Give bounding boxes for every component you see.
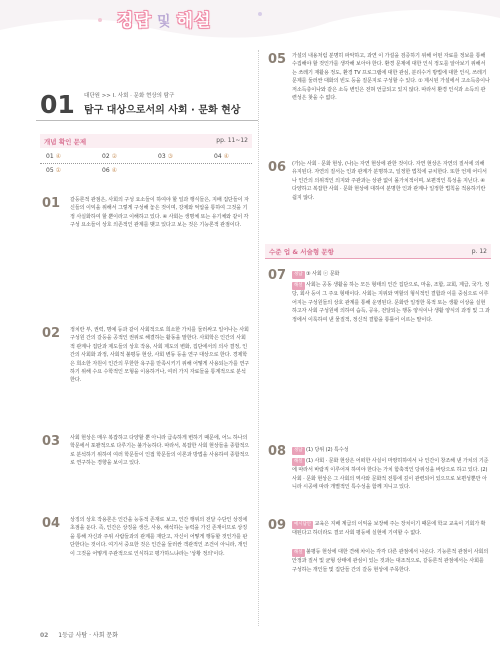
- answer-line: [292, 270, 490, 279]
- answer-text: 교육은 지배 계급의 이익을 보장해 주는 장치이기 때문에 학교 교육이 기회가 확대된다고 하더라도 결코 사회 평등에 실현에 기여할 수 없다.: [292, 521, 486, 537]
- answer-tag: 정답: [292, 271, 305, 279]
- item-text: 갈등론적 관점은, 사회의 구성 요소들이 하여야 할 일과 행식들은, 지배 집단들이 자신들의 이익을 위해서 그렇게 구성해 놓은 것이며, 강제와 억압을 통하여 그것을 기정 사실화하여 할 뿐이라고 이해하고 있다. ④ 사회는 생명체 또는 유기체와 같이 각 구성 요소들이 상호 의존적인 관계를 맺고 있다고 보는 것은 기능론적 관점이다.: [70, 197, 249, 229]
- item-number: 05: [268, 52, 287, 67]
- item-number: 02: [42, 326, 61, 341]
- section2-heading: 수준 업 & 서술형 문항: [269, 248, 334, 256]
- item-number: 03: [42, 434, 61, 449]
- item-number: 06: [268, 160, 287, 175]
- section2-page: p. 12: [471, 248, 487, 255]
- answer-item: 03 ③: [158, 153, 173, 160]
- page-number: 02: [40, 632, 49, 639]
- explanation-text: (1) 사회 · 문화 현상은 어떠한 사실이 마땅히하여서 나 인간이 창조해 낸 가치의 기준에 따라서 바람직 이루어져 하여야 한다는 가치 함축적인 당위성을 바탕으로 하고 있다. (2) 사회 · 문화 현상은 그 사회의 역사와 문화적 전통에 깊이 관련되어 있으므로 보편성뿐만 아니라 시공에 따라 개별적인 특수성을 함께 지니고 있다.: [292, 458, 489, 491]
- footer: [40, 630, 118, 639]
- header-decoration: [0, 0, 500, 46]
- title-part2: 해설: [176, 11, 212, 31]
- answer-tag: 정답: [292, 447, 305, 455]
- header-band: [0, 0, 500, 46]
- explanation: [292, 548, 490, 574]
- item-text: 가설의 내용처럼 분명히 파악하고, 과연 이 가설을 검증하기 위해 어떤 자료를 정보를 통해 수집해야 할 것인가를 생각해 보아야 한다. 환경 문제에 대한 인식 정도를 알아보기 위해서는 쓰레기 재활용 정도, 환경 TV 프로그램에 대한 관심, 분리수거 방법에 대한 인식, 쓰레기 문제를 둘러싼 대화의 빈도 등을 질문지로 구성할 수 있다. ① 제시된 가설에서 고소득층이나 저소득층이나와 같은 소득 변인은 전혀 언급되고 있지 않다. 따라서 환경 인식과 소득의 관련성은 찾을 수 없다.: [292, 53, 490, 102]
- item-number: 01: [42, 196, 61, 211]
- title-part1: 정답: [117, 11, 152, 31]
- answer-item: 04 ④: [214, 153, 229, 160]
- explanation-tag: 해설: [292, 458, 305, 466]
- answer-text: (1) 당위 (2) 특수성: [306, 447, 349, 453]
- explanation-tag: 해설: [292, 282, 305, 290]
- answer-grid: [40, 150, 252, 178]
- answer-line: [292, 520, 490, 538]
- title-mid: 및: [156, 14, 172, 30]
- unit-number: 01: [40, 90, 75, 119]
- answer-tag: 예시답안: [292, 521, 313, 529]
- concept-check-pages: pp. 11~12: [216, 137, 248, 144]
- explanation-text: 사회는 공동 생활을 하는 모든 형태의 인간 집단으로, 마을, 조합, 교회, 계급, 국가, 정당, 회사 등이 그 주요 형태이다. 사회는 지위와 역할의 형식적인 결합과 이를 중심으로 이루어지는 구성원들의 상호 관계를 통해 운영된다. 문화란 일정한 목적 또는 생활 이상을 실현하고자 사회 구성원에 의하여 습득, 공유, 전달되는 행동 양식이나 생활 양식의 과정 및 그 과정에서 이룩하여 낸 물질적, 정신적 결합을 통틀어 이르는 말이다.: [292, 282, 490, 323]
- answer-item: 01 ④: [46, 153, 61, 160]
- unit-title: 탐구 대상으로서의 사회 · 문화 현상: [84, 105, 241, 116]
- explanation-text: 불평등 현상에 대한 견해 차이는 각각 다른 관점에서 나온다. 기능론적 관점이 사회의 안정과 질서 및 균형 상태에 관심이 있는 것과는 대조적으로, 갈등론적 관점에서는 사회를 구성하는 개인들 및 집단들 간의 갈등 현상에 주목한다.: [292, 549, 489, 573]
- item-text: 정치란 부, 권력, 명예 등과 같이 사회적으로 희소한 가치를 둘러싸고 일어나는 사회 구성원 간의 갈등을 공적인 권위로 해결하는 활동을 말한다. 사회학은 인간의 사회적 관계나 집단과 제도들의 상호 작용, 사회 제도의 변화, 집단에서의 의사 결정, 인간의 사회화 과정, 사회적 불평등 현상, 사회 변동 등을 연구 대상으로 한다. 경제학은 희소한 자원이 인간의 무한한 욕구를 만족시키기 위해 어떻게 사용되는가를 연구하기 위해 수요 수학적인 모형을 이용하거나, 여러 가지 자료들을 통계적으로 분석한다.: [70, 327, 250, 384]
- item-number: 07: [268, 268, 287, 283]
- page-title: [117, 6, 239, 40]
- answer-item: 06 ④: [102, 167, 117, 174]
- answer-item: 05 ①: [46, 167, 61, 174]
- concept-check-header: [40, 134, 252, 148]
- column-divider: [258, 50, 259, 626]
- section2-header: [265, 244, 491, 258]
- item-text: (가)는 사회 · 문화 현상, (나)는 자연 현상에 관한 것이다. 자연 현상은 자연의 질서에 의해 유지된다. 자연의 질서는 인과 관계가 분명하고, 일정한 법칙에 규치한다. 또한 언제 어디서나 인간의 의위적인 의지와 주관과는 상관 없이 몰가치적이며, 보편적인 특성을 지닌다. ④ 다양하고 복잡한 사회 · 문화 현상에 대하여 분명한 인과 관계나 일정한 법칙을 적용하기란 쉽지 않다.: [292, 161, 487, 201]
- explanation: [292, 457, 490, 492]
- explanation-tag: 해설: [292, 549, 305, 557]
- unit-label: 대단원 >> Ⅰ. 사회 · 문화 현상의 탐구: [84, 93, 175, 99]
- footer-subject: 1등급 사탐 · 사회 문화: [58, 632, 119, 639]
- answer-item: 02 ②: [102, 153, 117, 160]
- item-number: 08: [268, 444, 287, 459]
- explanation: [292, 281, 490, 324]
- answer-text: ③ 사회 ⓒ 문화: [306, 271, 340, 277]
- answer-line: [292, 446, 490, 455]
- item-text: 상징의 상호 작용론은 인간을 능동적 존재로 보고, 인간 행위의 전달 수단인 상징에 초점을 둔다. 즉, 인간은 상징을 생산, 사용, 해석하는 능력을 가진 존재이므로 상징을 통해 자신과 주위 사람들과의 관계를 재단고, 자신이 어떻게 행동할 것인가를 판단한다는 것이다. 여기서 중요한 것은 인간을 둘러싼 객관적인 조건이 아니라, 개인이 그것을 어떻게 주관적으로 인식하고 평가하느냐라는 '상황 정의'이다.: [70, 517, 248, 557]
- item-number: 09: [268, 518, 287, 533]
- item-number: 04: [42, 516, 61, 531]
- item-text: 사회 현상은 매우 복잡하고 다양할 뿐 아니라 급속하게 변하기 때문에, 어느 하나의 학문에서 포괄적으로 다루기는 불가능하다. 따라서, 복잡한 사회 현상들을 종합적으로 분석하기 위하여 여러 학문들이 인접 학문들의 이론과 방법을 사용하여 종합적으로 연구하는 경향을 보이고 있다.: [70, 435, 250, 467]
- concept-check-heading: 개념 확인 문제: [44, 138, 87, 146]
